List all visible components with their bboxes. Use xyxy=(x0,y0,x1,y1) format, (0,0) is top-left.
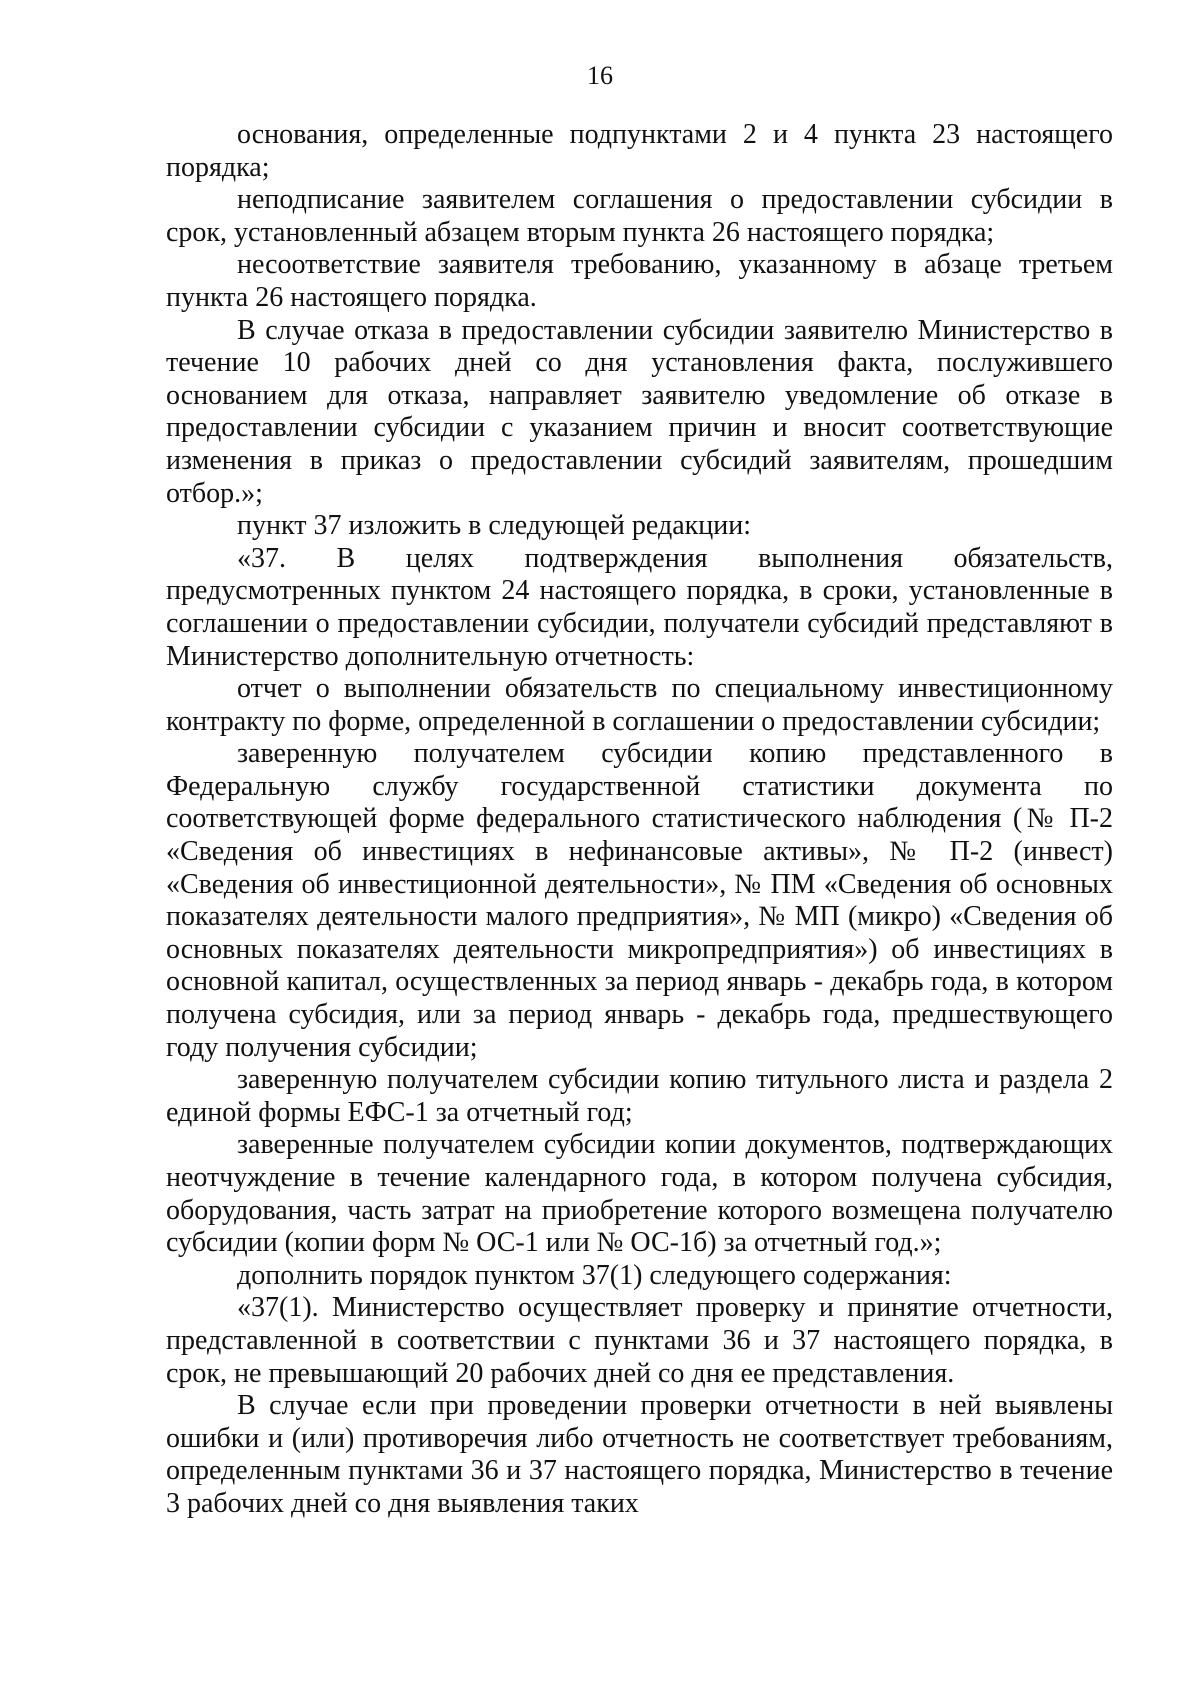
paragraph-refusal-case: В случае отказа в предоставлении субсидии заявителю Министерство в течение 10 рабочих дней со дня установления факта, послужившего основанием для отказа, направляет заявителю уведомление об отказе в предоставлении субсидии с указанием причин и вносит соответствующие изменения в приказ о предоставлении субсидий заявителям, прошедшим отбор.»; xyxy=(166,314,1113,509)
paragraph-efs-copy: заверенную получателем субсидии копию титульного листа и раздела 2 единой формы ЕФС-1 за отчетный год; xyxy=(166,1064,1113,1128)
paragraph-contract-report: отчет о выполнении обязательств по специальному инвестиционному контракту по форме, определенной в соглашении о предоставлении субсидии; xyxy=(166,673,1113,737)
paragraph-non-compliance: несоответствие заявителя требованию, указанному в абзаце третьем пункта 26 настоящего порядка. xyxy=(166,249,1113,313)
paragraph-non-signing: неподписание заявителем соглашения о предоставлении субсидии в срок, установленный абзацем вторым пункта 26 настоящего порядка; xyxy=(166,184,1113,248)
page-number: 16 xyxy=(587,61,613,90)
document-body xyxy=(166,119,1113,1521)
paragraph-equipment-docs: заверенные получателем субсидии копии документов, подтверждающих неотчуждение в течение календарного года, в котором получена субсидия, оборудования, часть затрат на приобретение которого возмещена получателю субсидии (копии форм № ОС-1 или № ОС-1б) за отчетный год.»; xyxy=(166,1129,1113,1259)
paragraph-item-37-1: «37(1). Министерство осуществляет проверку и принятие отчетности, представленной в соответствии с пунктами 36 и 37 настоящего порядка, в срок, не превышающий 20 рабочих дней со дня ее представления. xyxy=(166,1292,1113,1389)
paragraph-grounds: основания, определенные подпунктами 2 и 4 пункта 23 настоящего порядка; xyxy=(166,119,1113,183)
paragraph-item-37: «37. В целях подтверждения выполнения обязательств, предусмотренных пунктом 24 настоящего порядка, в сроки, установленные в соглашении о предоставлении субсидии, получатели субсидий представляют в Министерство дополнительную отчетность: xyxy=(166,542,1113,672)
paragraph-item-37-intro: пункт 37 изложить в следующей редакции: xyxy=(237,510,751,542)
paragraph-statistics-copy: заверенную получателем субсидии копию представленного в Федеральную службу государственной статистики документа по соответствующей форме федерального статистического наблюдения (№ П-2 «Сведения об инвестициях в нефинансовые активы», № П-2 (инвест) «Сведения об инвестиционной деятельности», № ПМ «Сведения об основных показателях деятельности малого предприятия», № МП (микро) «Сведения об основных показателях деятельности микропредприятия») об инвестициях в основной капитал, осуществленных за период январь - декабрь года, в котором получена субсидия, или за период январь - декабрь года, предшествующего году получения субсидии; xyxy=(166,738,1113,1063)
paragraph-item-37-1-intro: дополнить порядок пунктом 37(1) следующего содержания: xyxy=(237,1259,952,1291)
paragraph-errors-case: В случае если при проведении проверки отчетности в ней выявлены ошибки и (или) противоречия либо отчетность не соответствует требованиям, определенным пунктами 36 и 37 настоящего порядка, Министерство в течение 3 рабочих дней со дня выявления таких xyxy=(166,1390,1113,1519)
